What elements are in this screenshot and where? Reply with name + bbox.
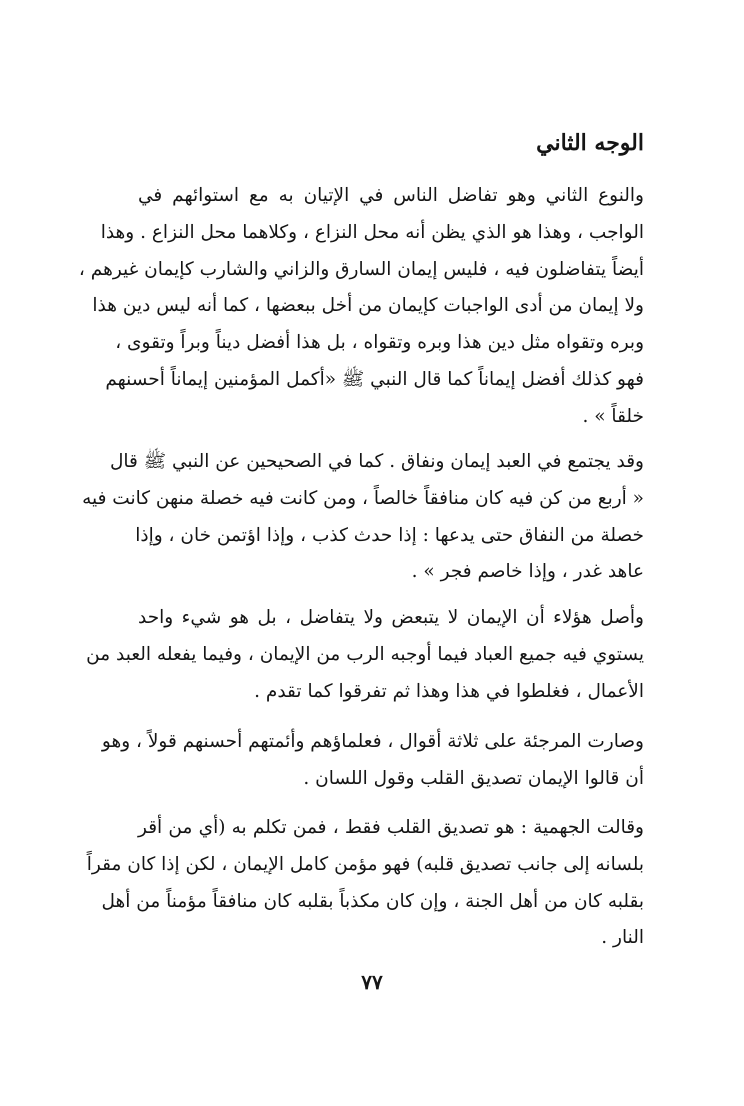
paragraph-2: [82, 444, 644, 591]
paragraph-line: « أربع من كن فيه كان منافقاً خالصاً ، ومن كانت فيه خصلة منهن كانت فيه: [82, 487, 644, 509]
paragraph-line: خلقاً » .: [582, 405, 644, 427]
paragraph-line: بلسانه إلى جانب تصديق قلبه) فهو مؤمن كامل الإيمان ، لكن إذا كان مقراً: [86, 853, 644, 875]
paragraph-5: [86, 810, 644, 957]
paragraph-3: [86, 600, 644, 710]
paragraph-line: والنوع الثاني وهو تفاضل الناس في الإتيان به مع استوائهم في: [138, 185, 644, 206]
paragraph-line: وأصل هؤلاء أن الإيمان لا يتبعض ولا يتفاضل ، بل هو شيء واحد: [138, 607, 644, 628]
page-number: ٧٧: [361, 970, 383, 994]
paragraph-line: وقد يجتمع في العبد إيمان ونفاق . كما في الصحيحين عن النبي ﷺ قال: [109, 451, 644, 472]
paragraph-line: ولا إيمان من أدى الواجبات كإيمان من أخل ببعضها ، كما أنه ليس دين هذا: [92, 295, 644, 317]
paragraph-1: [78, 178, 644, 436]
paragraph-line: وصارت المرجئة على ثلاثة أقوال ، فعلماؤهم وأئمتهم أحسنهم قولاً ، وهو: [101, 731, 644, 752]
paragraph-line: الأعمال ، فغلطوا في هذا وهذا ثم تفرقوا كما تقدم .: [254, 680, 644, 702]
paragraph-line: عاهد غدر ، وإذا خاصم فجر » .: [411, 561, 644, 583]
paragraph-line: خصلة من النفاق حتى يدعها : إذا حدث كذب ، وإذا اؤتمن خان ، وإذا: [135, 524, 644, 546]
paragraph-line: فهو كذلك أفضل إيماناً كما قال النبي ﷺ «أكمل المؤمنين إيماناً أحسنهم: [105, 368, 644, 390]
section-heading: الوجه الثاني: [536, 130, 644, 156]
paragraph-line: وبره وتقواه مثل دين هذا وبره وتقواه ، بل هذا أفضل ديناً وبراً وتقوى ،: [115, 332, 644, 354]
paragraph-line: النار .: [601, 927, 644, 949]
paragraph-line: يستوي فيه جميع العباد فيما أوجبه الرب من الإيمان ، وفيما يفعله العبد من: [86, 643, 644, 665]
paragraph-line: أن قالوا الإيمان تصديق القلب وقول اللسان .: [303, 767, 644, 789]
paragraph-line: وقالت الجهمية : هو تصديق القلب فقط ، فمن تكلم به (أي من أقر: [138, 817, 644, 838]
paragraph-line: الواجب ، وهذا هو الذي يظن أنه محل النزاع ، وكلاهما محل النزاع . وهذا: [100, 221, 644, 243]
paragraph-line: بقلبه كان من أهل الجنة ، وإن كان مكذباً بقلبه كان منافقاً مؤمناً من أهل: [101, 890, 644, 912]
paragraph-4: [101, 724, 644, 798]
paragraph-line: أيضاً يتفاضلون فيه ، فليس إيمان السارق والزاني والشارب كإيمان غيرهم ،: [78, 258, 644, 280]
